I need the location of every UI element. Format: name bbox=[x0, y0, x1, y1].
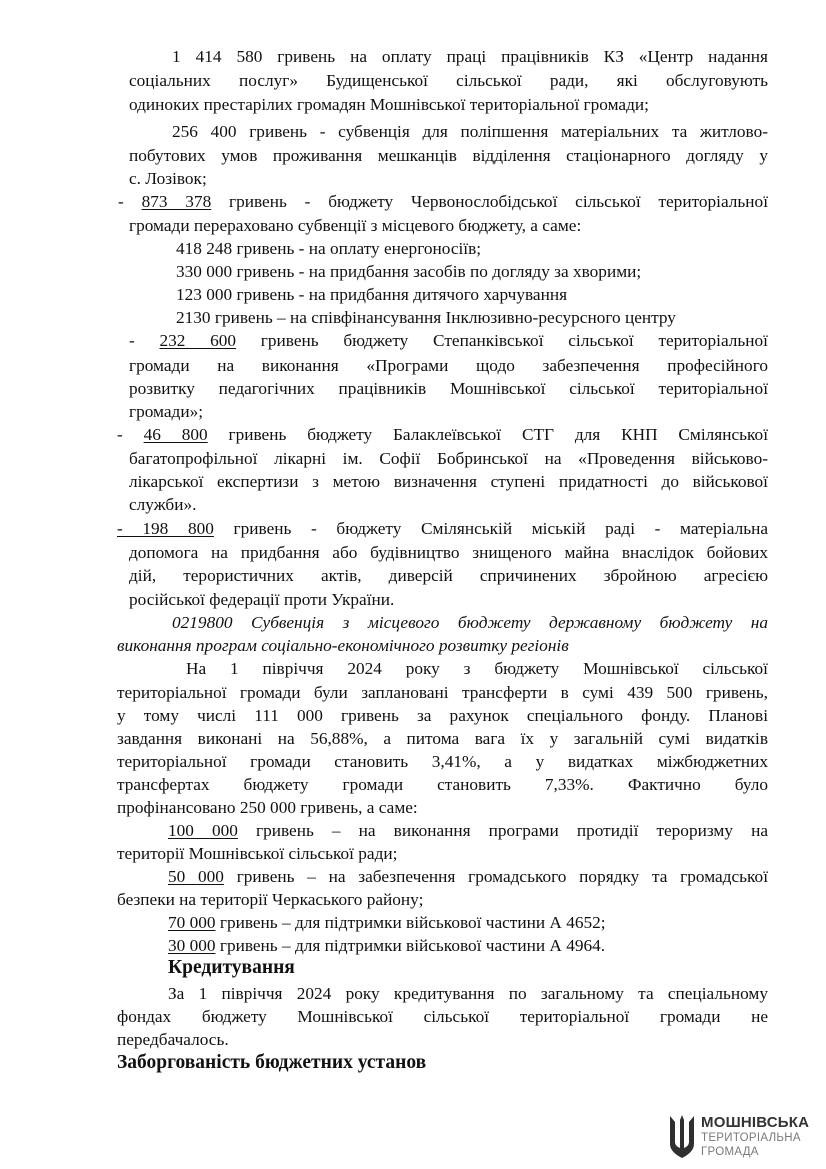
text: гривень – для підтримки військової частини А 4964. bbox=[215, 936, 606, 955]
text-line bbox=[168, 912, 606, 934]
amount: 100 000 bbox=[168, 821, 238, 840]
text-line: територіальної громади становить 3,41%, а у видатках міжбюджетних bbox=[117, 752, 768, 771]
dash: - bbox=[118, 192, 142, 211]
amount: 46 800 bbox=[143, 425, 208, 444]
list-item: 330 000 гривень - на придбання засобів по догляду за хворими; bbox=[176, 262, 642, 281]
text-line bbox=[168, 866, 768, 888]
text-line: громади перераховано субвенції з місцевого бюджету, а саме: bbox=[129, 216, 582, 235]
text-line: служби». bbox=[129, 495, 197, 514]
text: гривень - бюджету Червонослобідської сільської територіальної bbox=[211, 192, 768, 211]
text-line: трансфертах бюджету громади становить 7,33%. Фактично було bbox=[117, 775, 768, 794]
text-line: розвитку педагогічних працівників Мошнівської сільської територіальної bbox=[129, 379, 768, 398]
text-line bbox=[117, 424, 768, 446]
text-line: побутових умов проживання мешканців відділення стаціонарного догляду у bbox=[129, 146, 768, 165]
text-line: територіальної громади були заплановані трансферти в сумі 439 500 гривень, bbox=[117, 683, 768, 702]
list-item: 418 248 гривень - на оплату енергоносіїв; bbox=[176, 239, 482, 258]
text-line bbox=[168, 935, 605, 957]
text-line: с. Лозівок; bbox=[129, 169, 207, 188]
text-line bbox=[168, 820, 768, 842]
amount: 873 378 bbox=[141, 192, 212, 211]
section-heading: Заборгованість бюджетних установ bbox=[117, 1052, 427, 1073]
text-line: На 1 півріччя 2024 року з бюджету Мошнівської сільської bbox=[186, 659, 768, 678]
amount: 70 000 bbox=[168, 913, 216, 932]
amount: 50 000 bbox=[168, 867, 224, 886]
amount: 30 000 bbox=[168, 936, 216, 955]
text-line: лікарської експертизи з метою визначення ступені придатності до військової bbox=[129, 472, 768, 491]
text-line: допомога на придбання або будівництво знищеного майна внаслідок бойових bbox=[129, 543, 768, 562]
text: гривень - бюджету Смілянській міській раді - матеріальна bbox=[213, 519, 768, 538]
text-line: 256 400 гривень - субвенція для поліпшення матеріальних та житлово- bbox=[172, 122, 768, 141]
logo-subtitle: ГРОМАДА bbox=[701, 1146, 759, 1158]
text-line: завдання виконані на 56,88%, а питома вага їх у загальній сумі видатків bbox=[117, 729, 768, 748]
text-line: у тому числі 111 000 гривень за рахунок спеціального фонду. Планові bbox=[117, 706, 768, 725]
list-item: 123 000 гривень - на придбання дитячого харчування bbox=[176, 285, 568, 304]
amount: 232 600 bbox=[159, 331, 237, 350]
text-line bbox=[117, 518, 768, 540]
text: гривень бюджету Степанківської сільської територіальної bbox=[236, 331, 768, 350]
text-line: соціальних послуг» Будищенської сільської ради, які обслуговують bbox=[129, 71, 768, 90]
text-line: російської федерації проти України. bbox=[129, 590, 395, 609]
text-line: передбачалось. bbox=[117, 1030, 229, 1049]
text: гривень – на забезпечення громадського порядку та громадської bbox=[223, 867, 768, 886]
text-line: За 1 півріччя 2024 року кредитування по загальному та спеціальному bbox=[168, 984, 768, 1003]
text-line bbox=[129, 330, 768, 352]
text-line: дій, терористичних актів, диверсій спричинених збройною агресією bbox=[129, 566, 768, 585]
text-line: багатопрофільної лікарні ім. Софії Бобринської на «Проведення військово- bbox=[129, 449, 768, 468]
text-line: одиноких престарілих громадян Мошнівської територіальної громади; bbox=[129, 95, 649, 114]
section-title: 0219800 Субвенція з місцевого бюджету державному бюджету на bbox=[172, 613, 768, 632]
text-line: території Мошнівської сільської ради; bbox=[117, 844, 398, 863]
text-line: 1 414 580 гривень на оплату праці працівників КЗ «Центр надання bbox=[172, 47, 768, 66]
text-line: фондах бюджету Мошнівської сільської територіальної громади не bbox=[117, 1007, 768, 1026]
text-line: безпеки на території Черкаського району; bbox=[117, 890, 424, 909]
dash: - bbox=[117, 425, 144, 444]
text-line: громади на виконання «Програми щодо забезпечення професійного bbox=[129, 356, 768, 375]
section-title: виконання програм соціально-економічного розвитку регіонів bbox=[117, 636, 569, 655]
text-line bbox=[118, 191, 768, 213]
logo-subtitle: ТЕРИТОРІАЛЬНА bbox=[701, 1132, 801, 1144]
text: гривень – на виконання програми протидії тероризму на bbox=[237, 821, 768, 840]
text-line: громади»; bbox=[129, 402, 204, 421]
logo-title: МОШНІВСЬКА bbox=[701, 1114, 810, 1131]
text: гривень бюджету Балаклеївської СТГ для КНП Смілянської bbox=[207, 425, 769, 444]
logo bbox=[667, 1112, 810, 1164]
amount: - 198 800 bbox=[117, 519, 214, 538]
trident-icon bbox=[667, 1112, 697, 1160]
list-item: 2130 гривень – на співфінансування Інклюзивно-ресурсного центру bbox=[176, 308, 676, 327]
section-heading: Кредитування bbox=[168, 957, 295, 978]
dash: - bbox=[129, 331, 160, 350]
text: гривень – для підтримки військової частини А 4652; bbox=[215, 913, 606, 932]
text-line: профінансовано 250 000 гривень, а саме: bbox=[117, 798, 418, 817]
